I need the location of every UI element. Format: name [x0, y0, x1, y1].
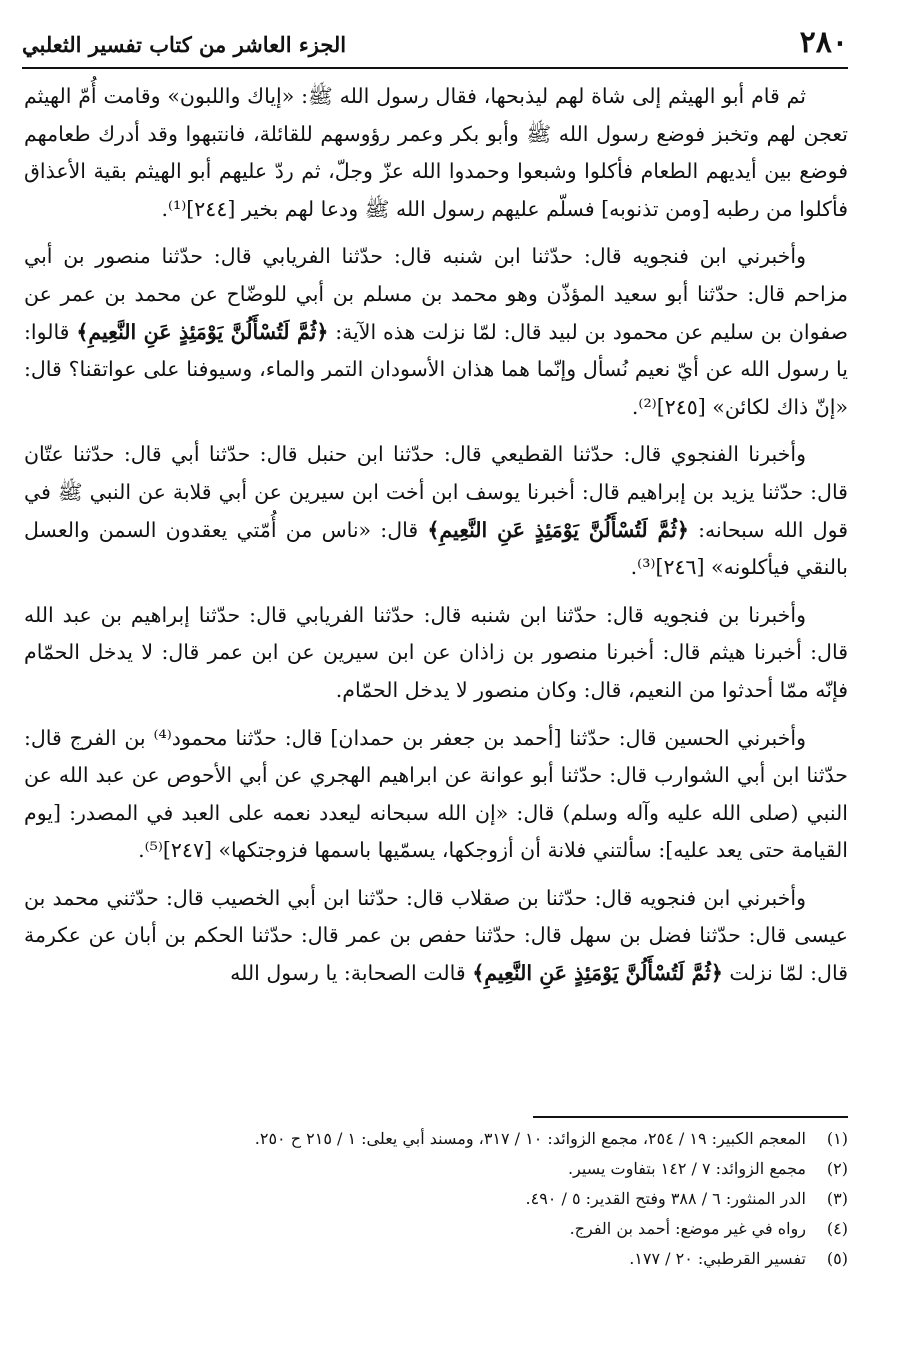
paragraph-3 [24, 436, 848, 586]
page-header [22, 24, 848, 68]
quran-verse: ﴿ثُمَّ لَتُسْأَلُنَّ يَوْمَئِذٍ عَنِ النَّعِيمِ﴾ [76, 319, 329, 344]
quran-verse: ﴿ثُمَّ لَتُسْأَلُنَّ يَوْمَئِذٍ عَنِ النَّعِيمِ﴾ [472, 961, 723, 986]
paragraph-text: قالوا: يا رسول الله عن أيّ نعيم نُسأل وإنّما هما هذان الأسودان التمر والماء، وسيوفنا على عواتقنا؟ قال: «إنّ ذاك لكائن» [٢٤٥]⁽²⁾. [24, 319, 848, 419]
footnote-text: رواه في غير موضع: أحمد بن الفرج. [569, 1219, 806, 1238]
footnote-number: (١) [826, 1129, 848, 1148]
footnote-text: المعجم الكبير: ١٩ / ٢٥٤، مجمع الزوائد: ١٠ / ٣١٧، ومسند أبي يعلى: ١ / ٢١٥ ح ٢٥٠. [254, 1129, 806, 1148]
paragraph-text: وأخبرني ابن فنجويه قال: حدّثنا بن صقلاب قال: حدّثنا ابن أبي الخصيب قال: حدّثني محمد بن عيسى قال: حدّثنا فضل بن سهل قال: حدّثنا حفص بن عمر قال: حدّثنا الحكم بن أبان عن عكرمة قال: لمّا نزلت [24, 885, 848, 986]
footnote-number: (٥) [826, 1249, 848, 1268]
running-head-title: الجزء العاشر من كتاب تفسير الثعلبي [22, 32, 347, 57]
footnote-text: تفسير القرطبي: ٢٠ / ١٧٧. [629, 1249, 806, 1268]
paragraph-6 [24, 880, 848, 993]
paragraph-text: ثم قام أبو الهيثم إلى شاة لهم ليذبحها، فقال رسول الله ﷺ: «إياك واللبون» وقامت أُمّ الهيثم تعجن لهم وتخبز فوضع رسول الله ﷺ وأبو بكر وعمر رؤوسهم للقائلة، فانتبهوا وقد أدرك طعامهم فوضع بين أيديهم الطعام فأكلوا وشبعوا وحمدوا الله عزّ وجلّ، ثم ردّ عليهم أبو الهيثم بقية الأعذاق فأكلوا من رطبه [ومن تذنوبه] فسلّم عليهم رسول الله ﷺ ودعا لهم بخير [٢٤٤]⁽¹⁾. [24, 84, 848, 221]
paragraph-text: وأخبرنا الفنجوي قال: حدّثنا القطيعي قال: حدّثنا ابن حنبل قال: حدّثنا أبي قال: حدّثنا عتّان قال: حدّثنا يزيد بن إبراهيم قال: أخبرنا يوسف ابن أخت ابن سيرين عن أبي قلابة عن النبي ﷺ في قول الله سبحانه: [24, 442, 848, 542]
paragraph-text: قال: «ناس من أُمّتي يعقدون السمن والعسل بالنقي فيأكلونه» [٢٤٦]⁽³⁾. [24, 517, 848, 580]
paragraph-text: قالت الصحابة: يا رسول الله [230, 961, 473, 986]
footnote-4 [30, 1214, 848, 1244]
main-text [24, 78, 848, 1003]
footnote-text: الدر المنثور: ٦ / ٣٨٨ وفتح القدير: ٥ / ٤٩٠. [525, 1189, 806, 1208]
footnote-5 [30, 1244, 848, 1274]
paragraph-4 [24, 597, 848, 710]
paragraph-1 [24, 78, 848, 228]
quran-verse: ﴿ثُمَّ لَتُسْأَلُنَّ يَوْمَئِذٍ عَنِ النَّعِيمِ﴾ [427, 517, 689, 542]
page-number: ٢٨٠ [799, 25, 848, 60]
footnote-text: مجمع الزوائد: ٧ / ١٤٢ بتفاوت يسير. [567, 1159, 806, 1178]
footnote-2 [30, 1154, 848, 1184]
footnote-3 [30, 1184, 848, 1214]
paragraph-2 [24, 238, 848, 426]
paragraph-text: وأخبرنا بن فنجويه قال: حدّثنا ابن شنبه قال: حدّثنا الفريابي قال: حدّثنا إبراهيم بن عبد الله قال: أخبرنا هيثم قال: أخبرنا منصور بن زاذان عن ابن سيرين عن ابن عمر قال: لا يدخل الحمّام فإنّه ممّا أحدثوا من النعيم، قال: وكان منصور لا يدخل الحمّام. [24, 602, 848, 702]
footnote-1 [30, 1124, 848, 1154]
paragraph-text: وأخبرني الحسين قال: حدّثنا [أحمد بن جعفر بن حمدان] قال: حدّثنا محمود⁽⁴⁾ بن الفرج قال: حدّثنا ابن أبي الشوارب قال: حدّثنا أبو عوانة عن ابراهيم الهجري عن أبي الأحوص عن عبد الله عن النبي (صلى الله عليه وآله وسلم) قال: «إن الله سبحانه ليعدد نعمه على العبد في المصدر: [يوم القيامة حتى يعد عليه]: سألتني فلانة أن أزوجكها، يسمّيها باسمها فزوجتكها» [٢٤٧]⁽⁵⁾. [24, 725, 848, 863]
footnote-number: (٢) [826, 1159, 848, 1178]
paragraph-5 [24, 720, 848, 870]
paragraph-text: وأخبرني ابن فنجويه قال: حدّثنا ابن شنبه قال: حدّثنا الفريابي قال: حدّثنا منصور بن أبي مزاحم قال: حدّثنا أبو سعيد المؤذّن وهو محمد بن مسلم بن أبي للوضّاح عن محمد بن عمر عن صفوان بن سليم عن محمود بن لبيد قال: لمّا نزلت هذه الآية: [24, 244, 848, 344]
footnotes [30, 1124, 848, 1274]
footnote-divider [533, 1116, 848, 1118]
header-divider [22, 67, 848, 69]
footnote-number: (٤) [826, 1219, 848, 1238]
footnote-number: (٣) [826, 1189, 848, 1208]
